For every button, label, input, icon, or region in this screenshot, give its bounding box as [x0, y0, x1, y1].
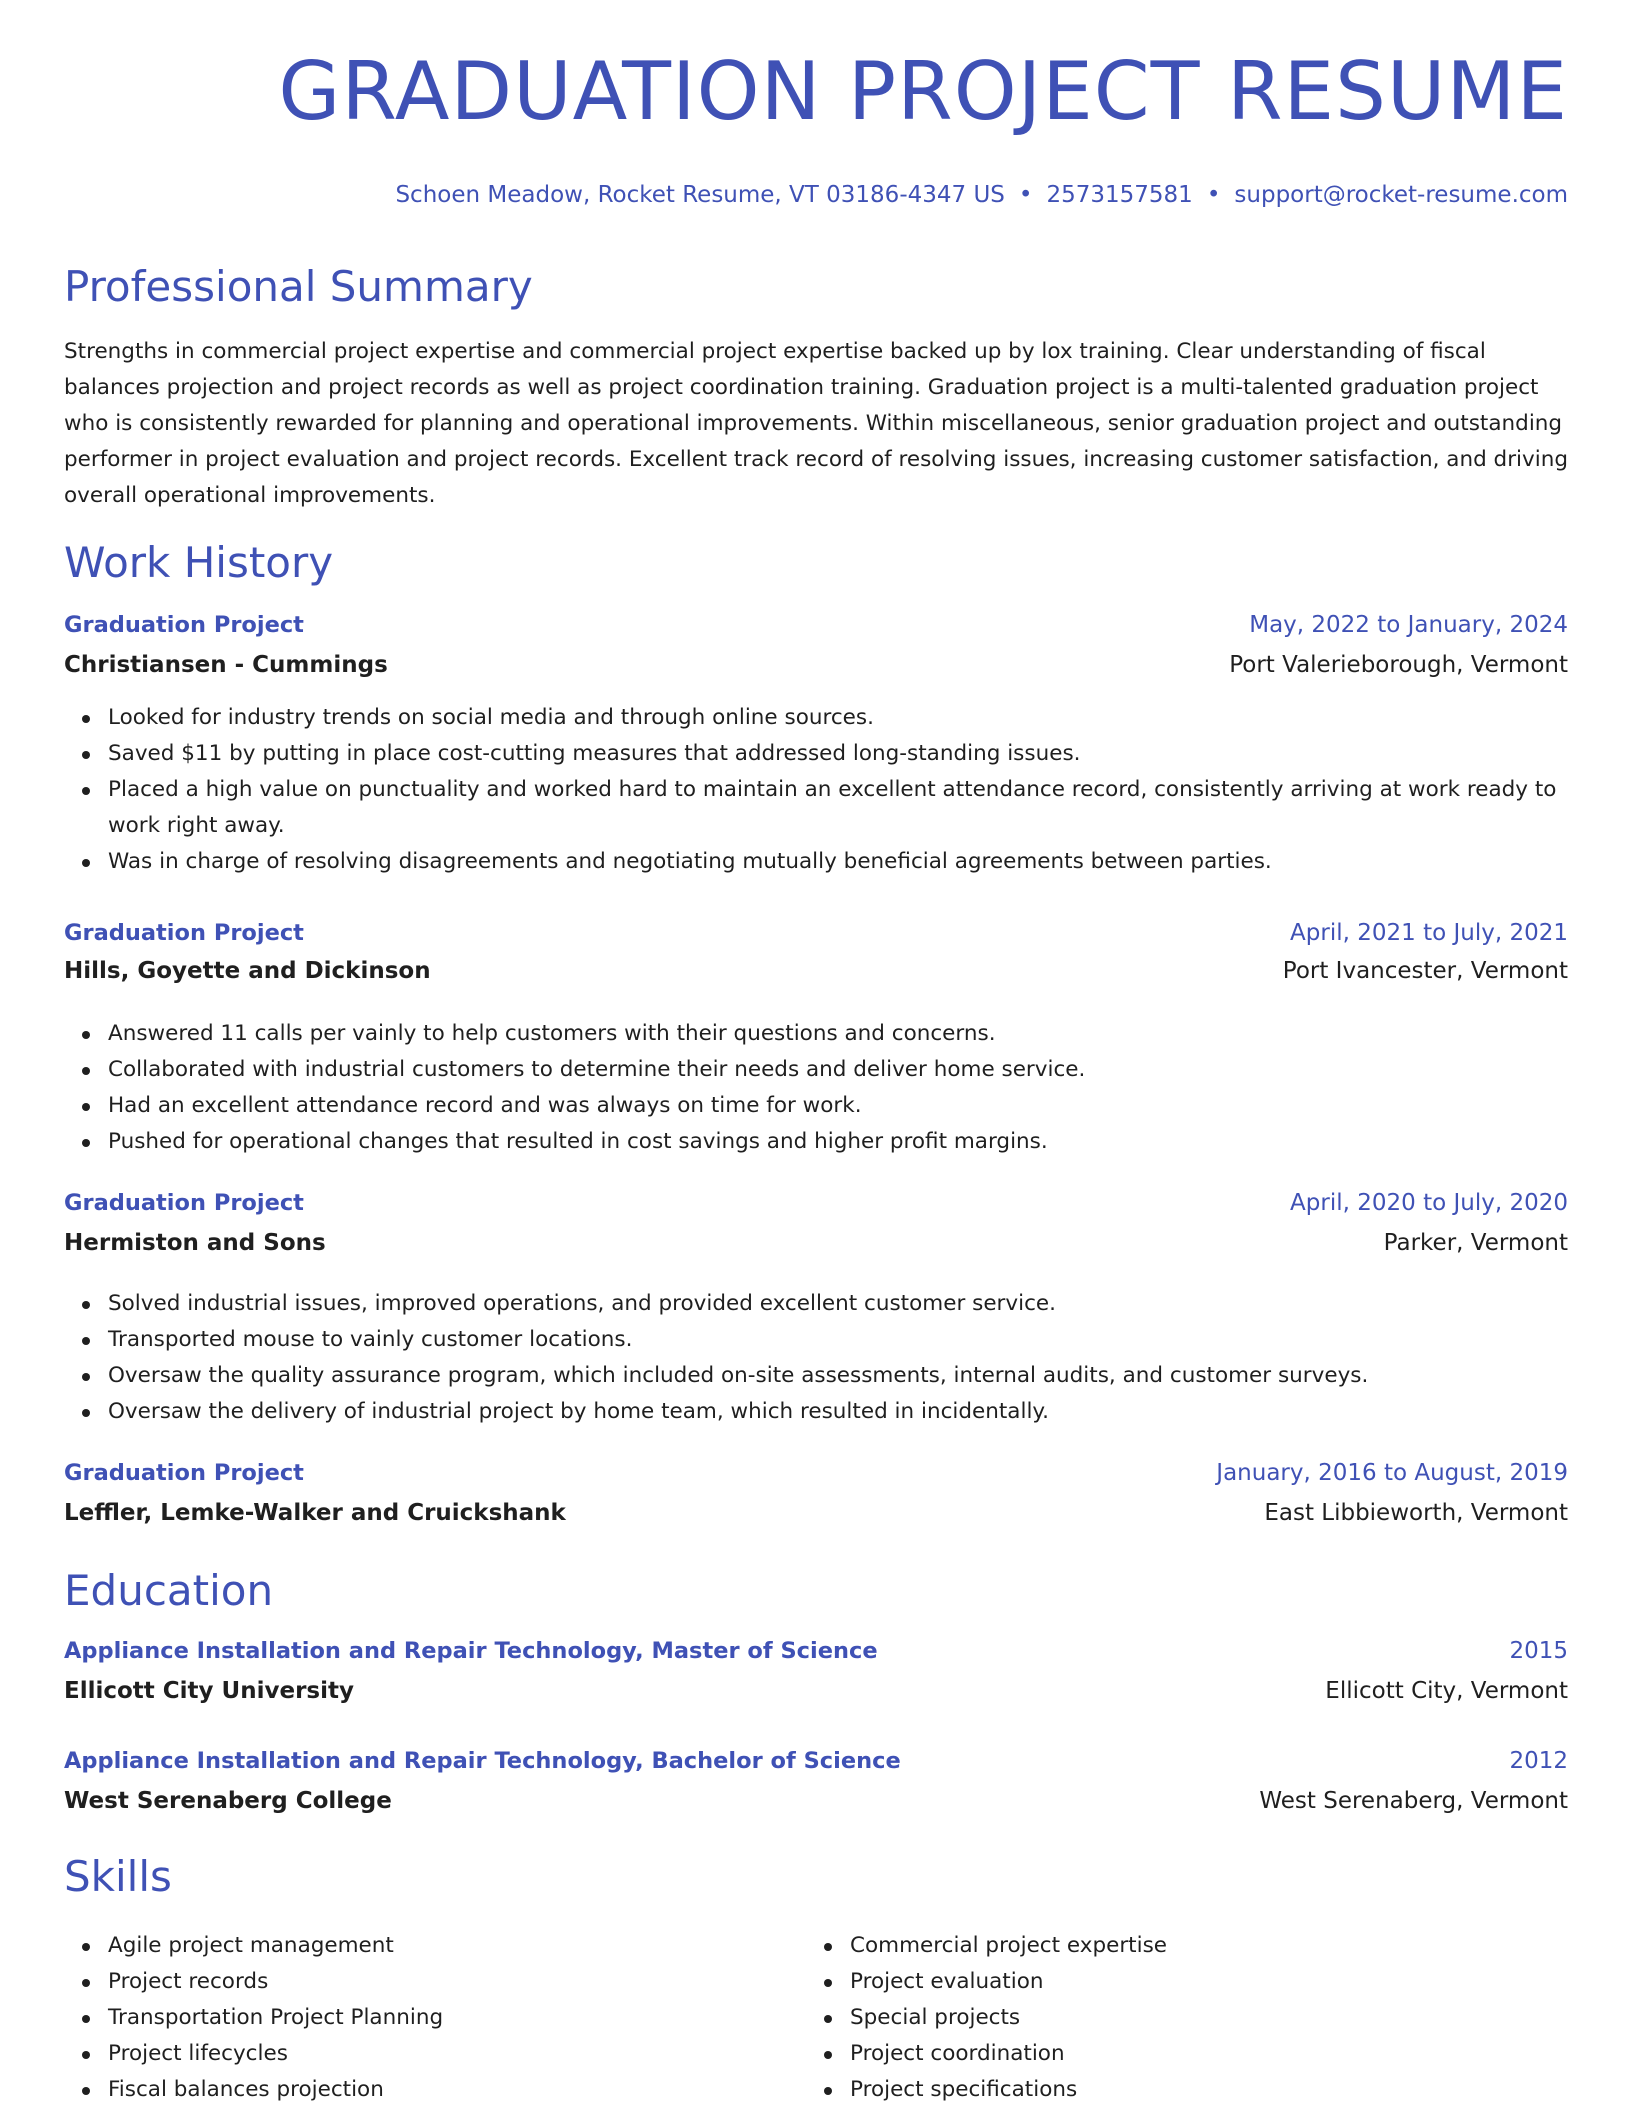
contact-line [395, 182, 1568, 208]
job-header [64, 1460, 1568, 1486]
job-title: Graduation Project [64, 612, 304, 638]
job-location: Port Ivancester, Vermont [1282, 958, 1568, 984]
education-school: Ellicott City University [64, 1678, 354, 1704]
skill-item: Project lifecycles [108, 2036, 808, 2072]
job-location: Port Valerieborough, Vermont [1229, 652, 1568, 678]
job-company: Christiansen - Cummings [64, 652, 388, 678]
education-school: West Serenaberg College [64, 1788, 392, 1814]
education-degree: Appliance Installation and Repair Technology, Bachelor of Science [64, 1748, 901, 1774]
contact-address: Schoen Meadow, Rocket Resume, VT 03186-4347 US [395, 182, 1005, 208]
skills-heading: Skills [64, 1852, 172, 1901]
education-school-row [64, 1788, 1568, 1814]
job-dates: January, 2016 to August, 2019 [1216, 1460, 1568, 1486]
contact-separator: • [1018, 182, 1033, 208]
list-item: Solved industrial issues, improved operations, and provided excellent customer service. [108, 1286, 1612, 1322]
job-title: Graduation Project [64, 1190, 304, 1216]
job-header [64, 612, 1568, 638]
job-bullets [64, 1016, 1612, 1160]
education-header [64, 1748, 1568, 1774]
education-location: West Serenaberg, Vermont [1259, 1788, 1568, 1814]
job-company-row [64, 1230, 1568, 1256]
job-location: East Libbieworth, Vermont [1264, 1500, 1568, 1526]
job-dates: April, 2021 to July, 2021 [1290, 920, 1568, 946]
job-dates: April, 2020 to July, 2020 [1290, 1190, 1568, 1216]
resume-title: GRADUATION PROJECT RESUME [278, 45, 1568, 138]
contact-separator: • [1206, 182, 1221, 208]
skills-list-right [806, 1928, 1550, 2108]
list-item: Transported mouse to vainly customer locations. [108, 1322, 1612, 1358]
education-heading: Education [64, 1566, 274, 1615]
education-school-row [64, 1678, 1568, 1704]
skill-item: Agile project management [108, 1928, 808, 1964]
list-item: Collaborated with industrial customers to determine their needs and deliver home service. [108, 1052, 1612, 1088]
list-item: Was in charge of resolving disagreements and negotiating mutually beneficial agreements between parties. [108, 844, 1612, 880]
job-bullets [64, 1286, 1612, 1430]
education-header [64, 1638, 1568, 1664]
job-company: Hermiston and Sons [64, 1230, 326, 1256]
skill-item: Project specifications [850, 2072, 1550, 2108]
skill-item: Special projects [850, 2000, 1550, 2036]
job-dates: May, 2022 to January, 2024 [1249, 612, 1568, 638]
skill-item: Transportation Project Planning [108, 2000, 808, 2036]
list-item: Pushed for operational changes that resulted in cost savings and higher profit margins. [108, 1124, 1612, 1160]
list-item: Answered 11 calls per vainly to help customers with their questions and concerns. [108, 1016, 1612, 1052]
job-company: Leffler, Lemke-Walker and Cruickshank [64, 1500, 566, 1526]
list-item: Oversaw the delivery of industrial project by home team, which resulted in incidentally. [108, 1394, 1612, 1430]
job-company: Hills, Goyette and Dickinson [64, 958, 431, 984]
job-company-row [64, 652, 1568, 678]
summary-text: Strengths in commercial project expertise and commercial project expertise backed up by lox training. Clear understanding of fiscal balances projection and project records as well as project coordination training. Graduation project is a multi-talented graduation project who is consistently rewarded for planning and operational improvements. Within miscellaneous, senior graduation project and outstanding performer in project evaluation and project records. Excellent track record of resolving issues, increasing customer satisfaction, and driving overall operational improvements. [64, 339, 1568, 508]
list-item: Saved $11 by putting in place cost-cutting measures that addressed long-standing issues. [108, 736, 1612, 772]
list-item: Placed a high value on punctuality and worked hard to maintain an excellent attendance record, consistently arriving at work ready to work right away. [108, 772, 1612, 844]
job-company-row [64, 1500, 1568, 1526]
skills-list-left [64, 1928, 808, 2108]
list-item: Looked for industry trends on social media and through online sources. [108, 700, 1612, 736]
education-location: Ellicott City, Vermont [1325, 1678, 1568, 1704]
contact-phone: 2573157581 [1046, 182, 1193, 208]
education-year: 2015 [1509, 1638, 1568, 1664]
job-location: Parker, Vermont [1383, 1230, 1568, 1256]
job-header [64, 920, 1568, 946]
skill-item: Project evaluation [850, 1964, 1550, 2000]
education-year: 2012 [1509, 1748, 1568, 1774]
list-item: Had an excellent attendance record and was always on time for work. [108, 1088, 1612, 1124]
education-degree: Appliance Installation and Repair Technology, Master of Science [64, 1638, 878, 1664]
work-history-heading: Work History [64, 538, 334, 587]
job-company-row [64, 958, 1568, 984]
job-bullets [64, 700, 1612, 880]
skill-item: Project coordination [850, 2036, 1550, 2072]
summary-heading: Professional Summary [64, 262, 533, 311]
contact-email: support@rocket-resume.com [1234, 182, 1568, 208]
job-header [64, 1190, 1568, 1216]
skill-item: Commercial project expertise [850, 1928, 1550, 1964]
skill-item: Project records [108, 1964, 808, 2000]
list-item: Oversaw the quality assurance program, which included on-site assessments, internal audits, and customer surveys. [108, 1358, 1612, 1394]
skill-item: Fiscal balances projection [108, 2072, 808, 2108]
job-title: Graduation Project [64, 1460, 304, 1486]
job-title: Graduation Project [64, 920, 304, 946]
